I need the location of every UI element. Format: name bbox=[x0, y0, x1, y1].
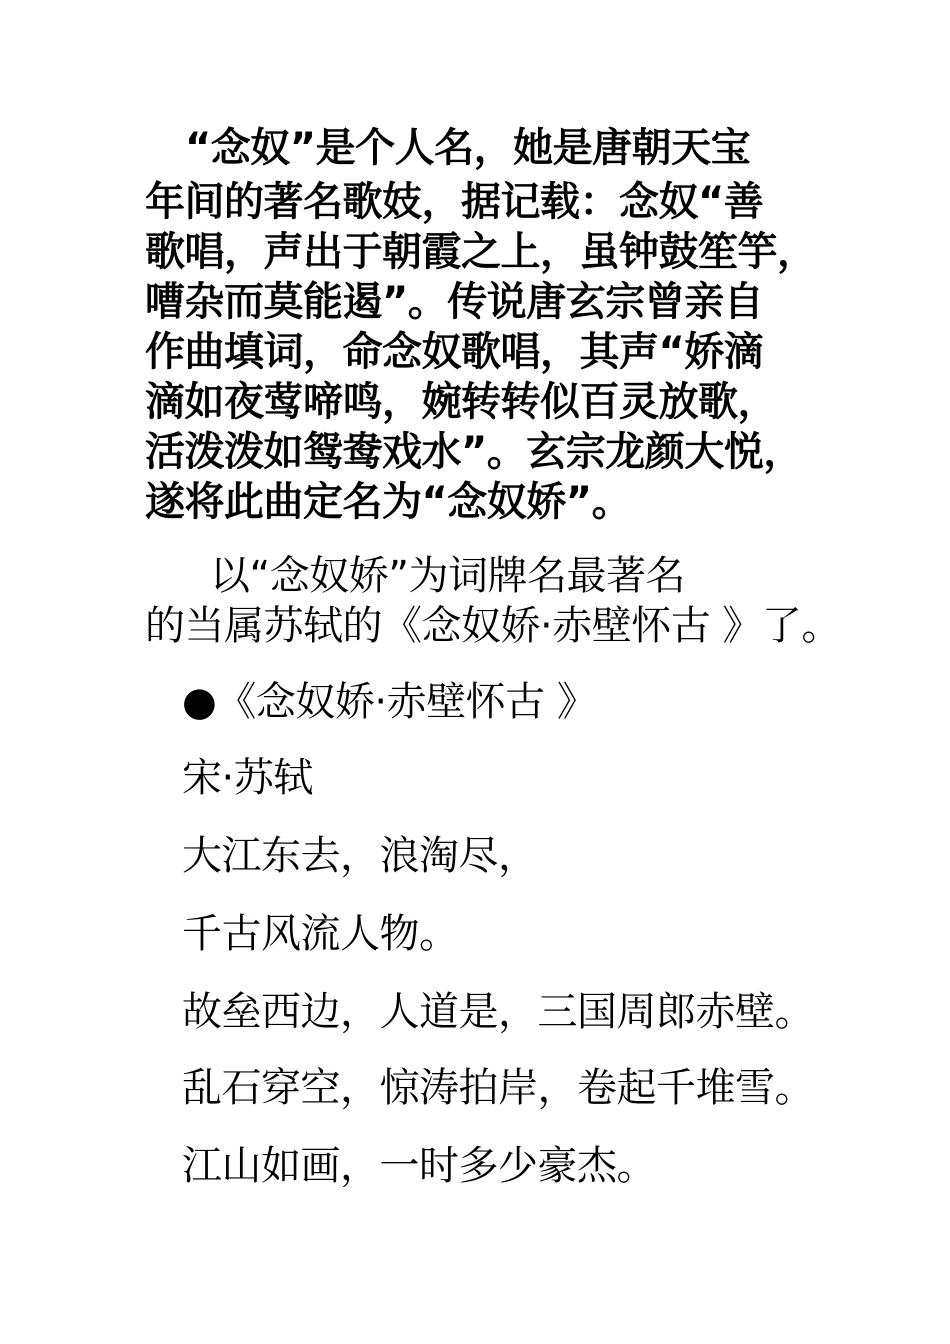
poem-line: 江山如画，一时多少豪杰。 bbox=[182, 1143, 656, 1189]
intro-line: 遂将此曲定名为“念奴娇”。 bbox=[145, 479, 632, 525]
intro-line: 歌唱，声出于朝霞之上，虽钟鼓笙竽， bbox=[145, 229, 817, 275]
intro-line: 滴如夜莺啼鸣，婉转转似百灵放歌， bbox=[145, 379, 777, 425]
intro-line: 嘈杂而莫能遏”。传说唐玄宗曾亲自 bbox=[145, 279, 764, 325]
lead-in-line: 的当属苏轼的《念奴娇·赤壁怀古 》了。 bbox=[145, 603, 841, 649]
poem-line: 大江东去，浪淘尽， bbox=[182, 833, 538, 879]
intro-line: 作曲填词，命念奴歌唱，其声“娇滴 bbox=[145, 329, 764, 375]
poem-line: 故垒西边，人道是，三国周郎赤壁。 bbox=[182, 989, 814, 1035]
intro-line: 年间的著名歌妓，据记载：念奴“善 bbox=[145, 179, 764, 225]
intro-line: “念奴”是个人名，她是唐朝天宝 bbox=[185, 125, 751, 171]
poem-title: ●《念奴娇·赤壁怀古 》 bbox=[182, 679, 597, 725]
intro-line: 活泼泼如鸳鸯戏水”。玄宗龙颜大悦， bbox=[145, 429, 803, 475]
poem-line: 千古风流人物。 bbox=[182, 911, 459, 957]
poem-author: 宋·苏轼 bbox=[182, 755, 313, 801]
lead-in-line: 以“念奴娇”为词牌名最著名 bbox=[210, 553, 685, 599]
poem-line: 乱石穿空，惊涛拍岸，卷起千堆雪。 bbox=[182, 1065, 814, 1111]
